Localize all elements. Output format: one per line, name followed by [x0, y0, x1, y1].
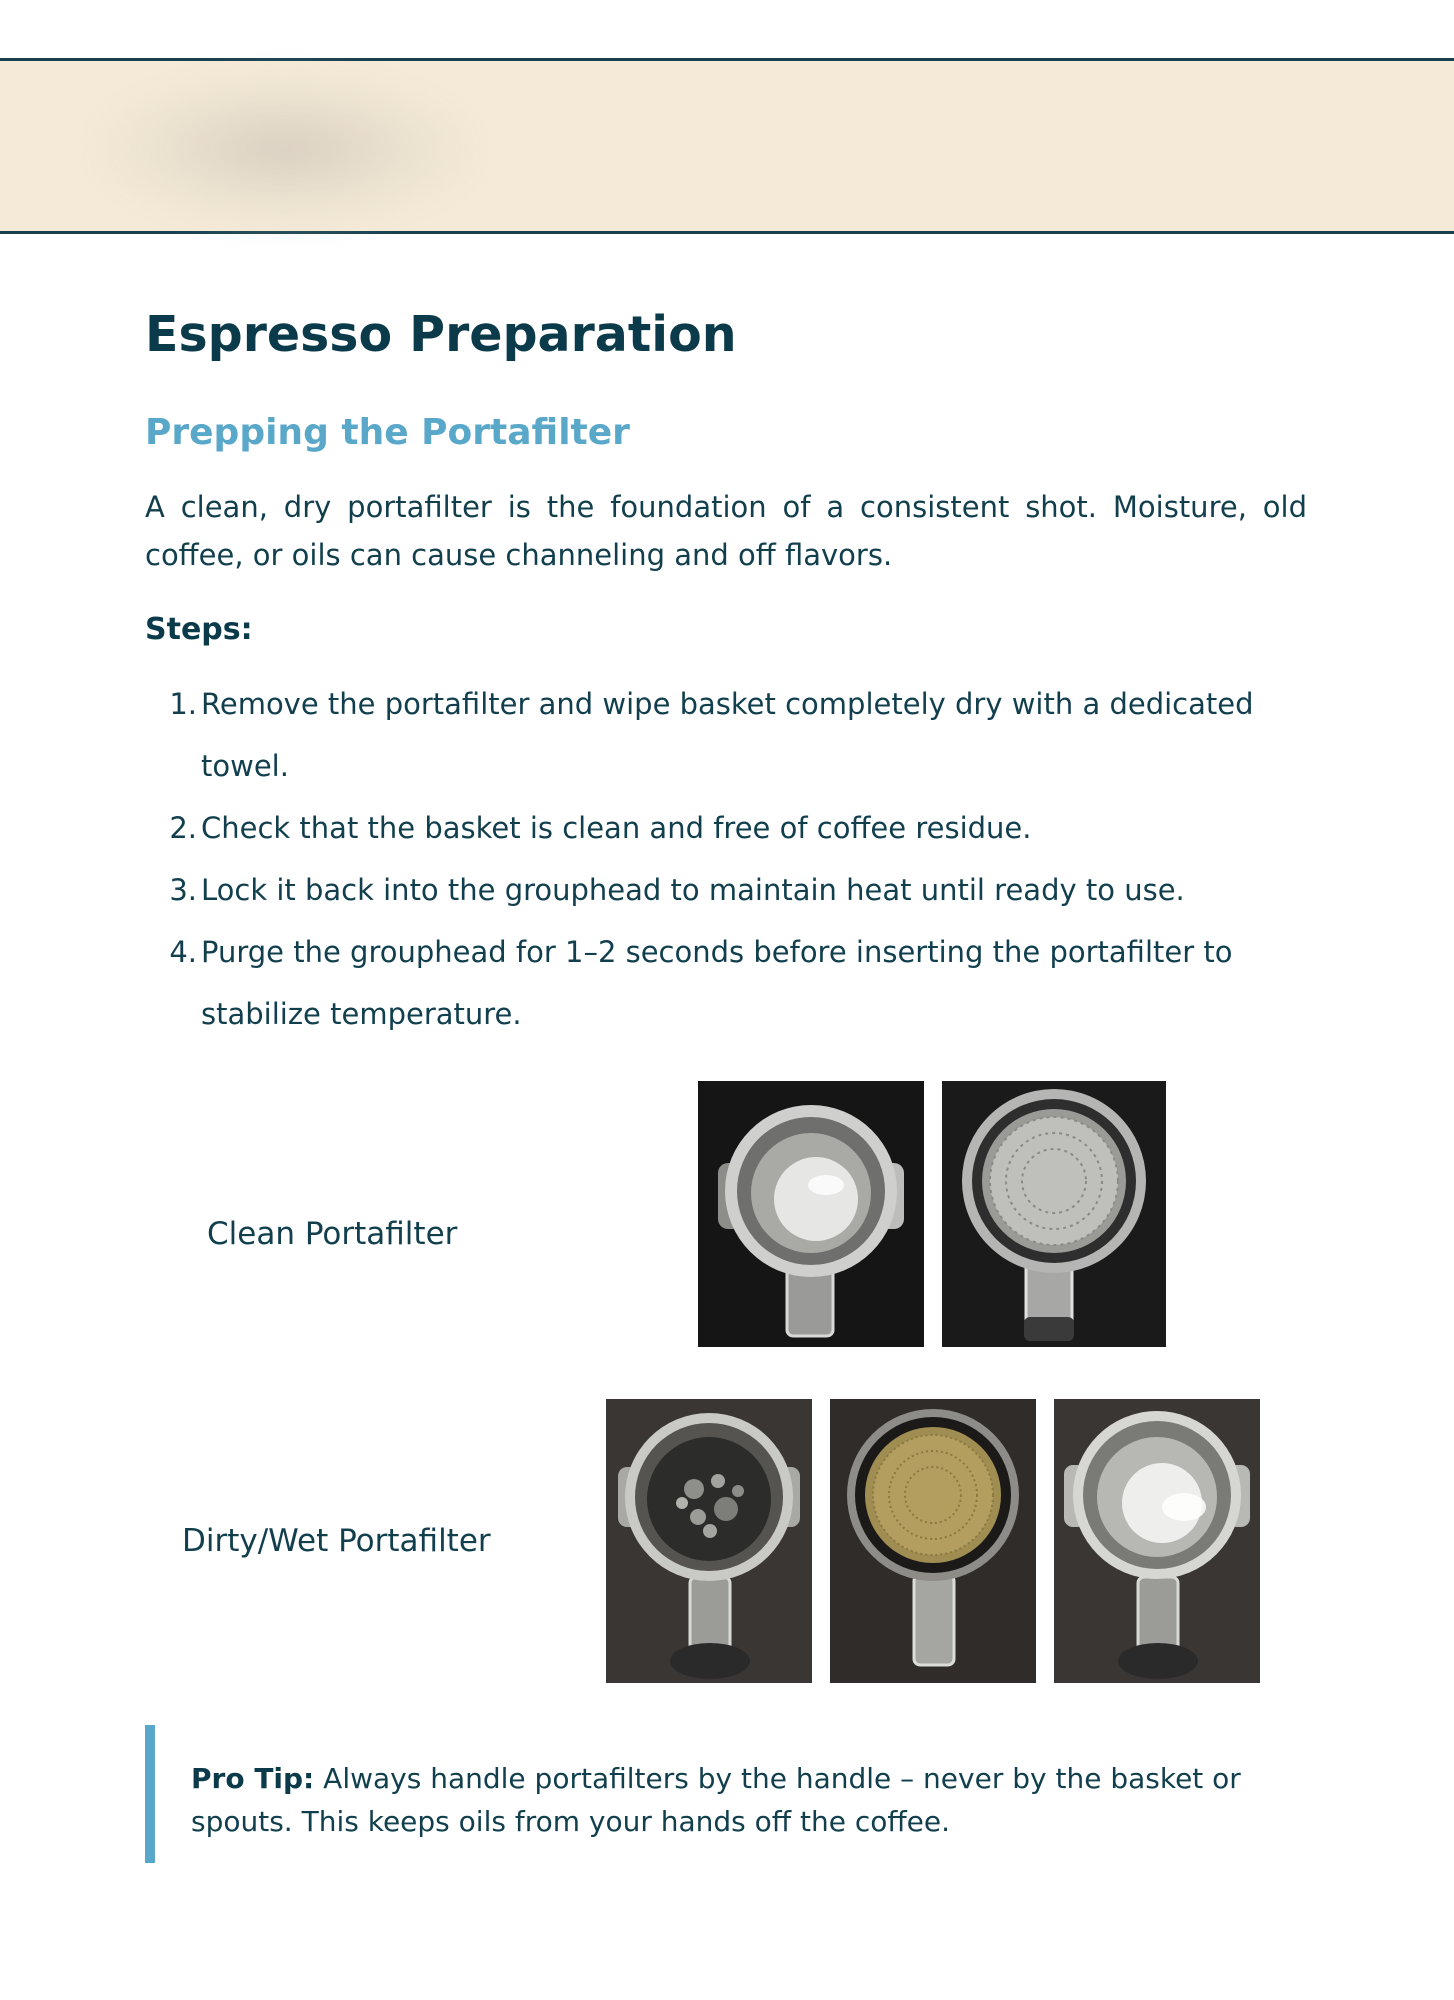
step-text: Check that the basket is clean and free of coffee residue.	[201, 811, 1032, 845]
list-item	[145, 673, 1295, 797]
clean-portafilter-photo-2	[942, 1081, 1166, 1347]
list-item	[145, 921, 1295, 1045]
dirty-portafilter-photo-2	[830, 1399, 1036, 1683]
steps-list	[145, 673, 1295, 1045]
dirty-portafilter-photo-3	[1054, 1399, 1260, 1683]
pro-tip-callout	[145, 1725, 1305, 1863]
section-subtitle: Prepping the Portafilter	[145, 412, 630, 453]
list-item	[145, 797, 1295, 859]
step-number: 1.	[169, 687, 197, 721]
clean-portafilter-photo-1	[698, 1081, 924, 1347]
step-number: 2.	[169, 811, 197, 845]
step-number: 3.	[169, 873, 197, 907]
pro-tip-label: Pro Tip:	[191, 1762, 315, 1795]
intro-paragraph: A clean, dry portafilter is the foundation of a consistent shot. Moisture, old coffee, or oils can cause channeling and off flavors.	[145, 490, 1307, 572]
step-number: 4.	[169, 935, 197, 969]
clean-portafilter-label: Clean Portafilter	[207, 1216, 458, 1252]
list-item	[145, 859, 1295, 921]
step-text: Purge the grouphead for 1–2 seconds before inserting the portafilter to stabilize temperature.	[201, 935, 1233, 1031]
blurred-logo	[90, 69, 480, 229]
header-banner	[0, 58, 1454, 234]
dirty-portafilter-label: Dirty/Wet Portafilter	[182, 1523, 491, 1559]
steps-heading: Steps:	[145, 612, 253, 647]
page-title: Espresso Preparation	[145, 306, 737, 363]
pro-tip-text: Always handle portafilters by the handle – never by the basket or spouts. This keeps oils from your hands off the coffee.	[191, 1762, 1241, 1838]
step-text: Lock it back into the grouphead to maintain heat until ready to use.	[201, 873, 1185, 907]
dirty-portafilter-photo-1	[606, 1399, 812, 1683]
step-text: Remove the portafilter and wipe basket completely dry with a dedicated towel.	[201, 687, 1254, 783]
